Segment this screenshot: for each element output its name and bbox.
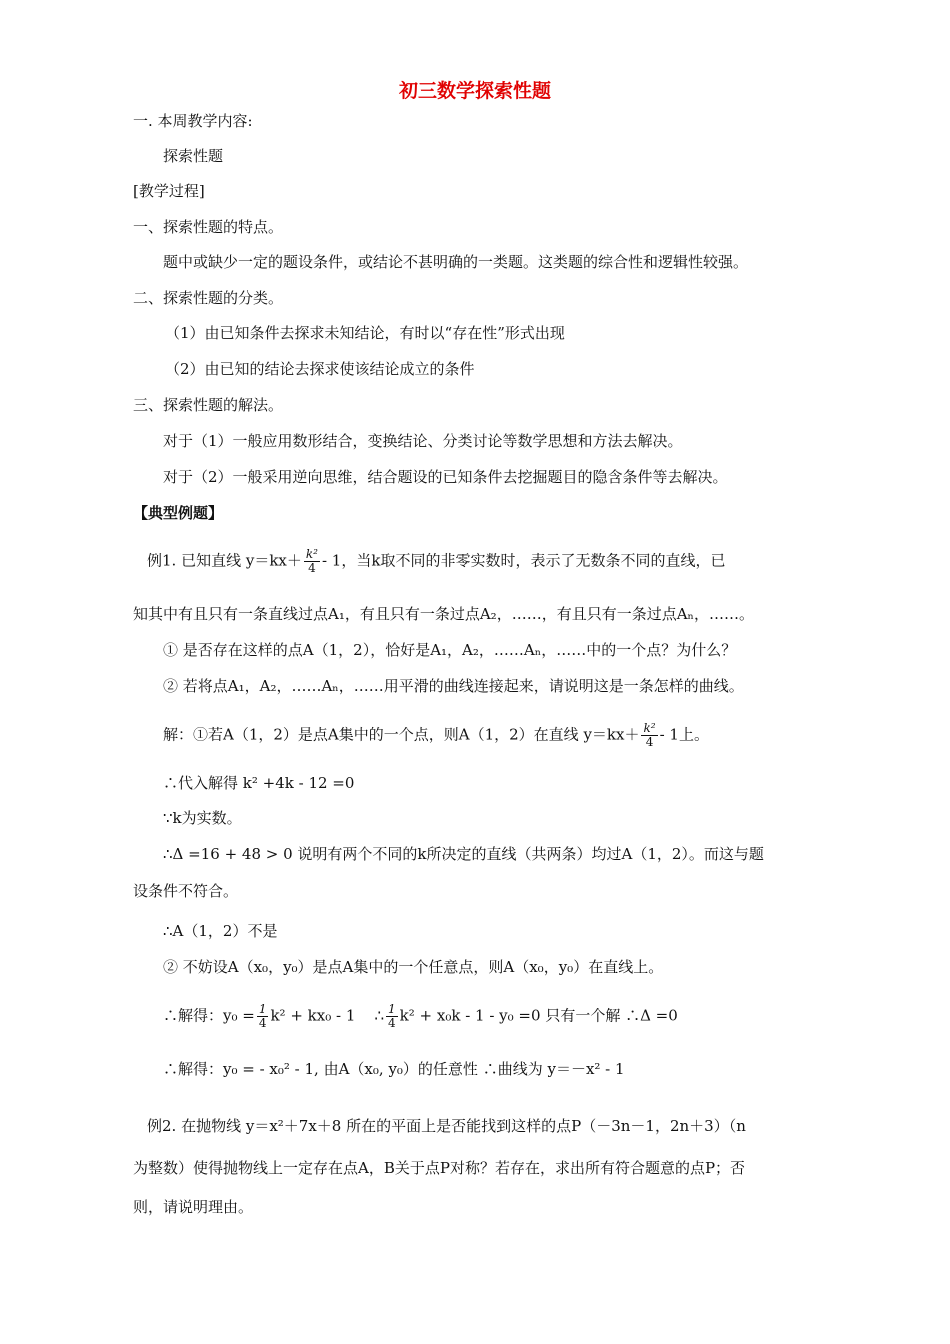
sol1-frac-num: k² [643,721,656,735]
features-text: 题中或缺少一定的题设条件，或结论不甚明确的一类题。这类题的综合性和逻辑性较强。 [163,253,749,271]
ex1-suffix: - 1，当k取不同的非零实数时，表示了无数条不同的直线，已 [321,551,726,570]
example-1-solution-9: ∴解得：y₀ = - x₀² - 1, 由A（x₀, y₀）的任意性 ∴曲线为 y＝－x² - 1 [163,1060,625,1078]
sol8-frac2-num: 1 [388,1002,396,1016]
process-heading: [教学过程] [133,182,205,200]
example-1-solution-8 [163,1003,678,1030]
example-1-solution-6: ∴A（1，2）不是 [163,922,278,940]
sol8-d: k² + x₀k - 1 - y₀ =0 只有一个解 ∴Δ =0 [399,1006,678,1025]
example-1-statement [147,548,725,575]
sol8-frac2-den: 4 [388,1016,396,1030]
example-1-solution-3: ∵k为实数。 [163,809,242,827]
example-1-solution-5: 设条件不符合。 [133,882,239,900]
ex1-frac-den: 4 [308,561,316,575]
example-1-solution-1 [163,722,709,749]
type-item-1: （1）由已知条件去探求未知结论，有时以“存在性”形式出现 [165,324,565,342]
ex1-fraction [304,548,320,575]
sol8-frac1-den: 4 [258,1016,267,1030]
example-2-line-3: 则，请说明理由。 [133,1198,254,1216]
example-1-line-2: 知其中有且只有一条直线过点A₁，有且只有一条过点A₂，……，有且只有一条过点Aₙ，……。 [133,605,755,623]
sol8-fraction-1 [257,1003,269,1030]
example-2-line-1: 例2. 在抛物线 y＝x²＋7x＋8 所在的平面上是否能找到这样的点P（－3n－1，2n＋3）（n [147,1117,746,1135]
sol8-b: k² + kx₀ - 1 [270,1006,356,1025]
section-heading-methods: 三、探索性题的解法。 [133,396,284,414]
content-text: 探索性题 [163,147,224,165]
example-1-question-1: ① 是否存在这样的点A（1，2），恰好是A₁，A₂，……Aₙ，……中的一个点？为什么？ [163,641,737,659]
method-text-2: 对于（2）一般采用逆向思维，结合题设的已知条件去挖掘题目的隐含条件等去解决。 [163,468,728,486]
sol8-c: ∴ [374,1006,385,1025]
sol1-fraction [641,722,657,749]
section-heading-types: 二、探索性题的分类。 [133,289,284,307]
ex1-frac-num: k² [305,547,318,561]
method-text-1: 对于（1）一般应用数形结合，变换结论、分类讨论等数学思想和方法去解决。 [163,432,683,450]
example-1-solution-2: ∴代入解得 k² +4k - 12 =0 [163,774,355,792]
sol1-suffix: - 1上。 [659,725,709,744]
example-2-line-2: 为整数）使得抛物线上一定存在点A，B关于点P对称？若存在，求出所有符合题意的点P；否 [133,1159,746,1177]
ex1-prefix: 例1. 已知直线 y＝kx＋ [147,551,302,570]
section-heading-features: 一、探索性题的特点。 [133,218,284,236]
sol8-fraction-2 [386,1003,398,1030]
page-title: 初三数学探索性题 [398,80,551,102]
section-heading-content: 一. 本周教学内容: [133,112,253,130]
sol1-frac-den: 4 [645,735,654,749]
example-1-solution-4: ∴Δ =16 + 48 > 0 说明有两个不同的k所决定的直线（共两条）均过A（1，2）。而这与题 [163,845,764,863]
sol8-a: ∴解得：y₀ = [163,1006,255,1025]
example-1-solution-7: ② 不妨设A（x₀，y₀）是点A集中的一个任意点，则A（x₀，y₀）在直线上。 [163,958,664,976]
example-1-question-2: ② 若将点A₁，A₂，……Aₙ，……用平滑的曲线连接起来，请说明这是一条怎样的曲线。 [163,677,744,695]
sol8-frac1-num: 1 [258,1002,267,1016]
sol1-prefix: 解：①若A（1，2）是点A集中的一个点，则A（1，2）在直线 y＝kx＋ [163,725,640,744]
typical-examples-heading: 【典型例题】 [133,504,224,522]
type-item-2: （2）由已知的结论去探求使该结论成立的条件 [165,360,475,378]
